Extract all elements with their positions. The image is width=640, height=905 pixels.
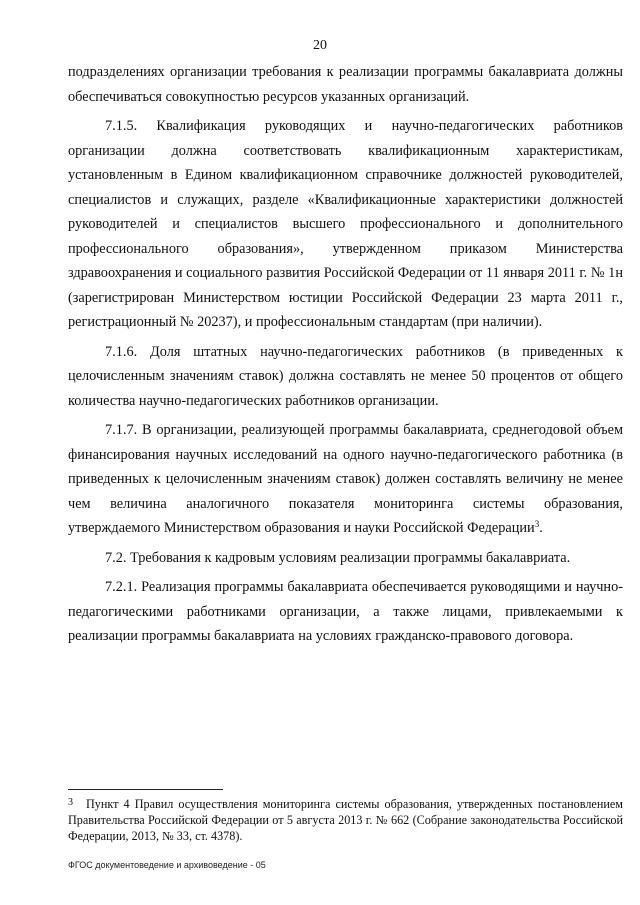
page-number: 20 (313, 38, 327, 53)
footer-label: ФГОС документоведение и архивоведение - 05 (68, 860, 266, 870)
footnote-text: Пункт 4 Правил осуществления мониторинга системы образования, утвержденных постановлением Правительства Российской Федерации от 5 августа 2013 г. № 662 (Собрание законодательства Российской Федерации, 2013, № 33, ст. 4378). (68, 797, 623, 843)
paragraph-end-period: . (539, 520, 543, 536)
paragraph-7-1-6: 7.1.6. Доля штатных научно-педагогических работников (в приведенных к целочисленным значениям ставок) должна составлять не менее 50 процентов от общего количества научно-педагогических работников организации. (68, 343, 623, 409)
footnote (68, 795, 623, 844)
footnote-reference: 3 (534, 519, 540, 529)
paragraph-7-1-7 (68, 418, 623, 541)
paragraph-continuation: подразделениях организации требования к реализации программы бакалавриата должны обеспечиваться совокупностью ресурсов указанных организаций. (68, 64, 623, 105)
footnote-number: 3 (68, 797, 73, 808)
paragraph-7-1-5: 7.1.5. Квалификация руководящих и научно-педагогических работников организации должна соответствовать квалификационным характеристикам, установленным в Едином квалификационном справочнике должностей руководителей, специалистов и служащих, разделе «Квалификационные характеристики должностей руководителей и специалистов высшего профессионального и дополнительного профессионального образования», утвержденном приказом Министерства здравоохранения и социального развития Российской Федерации от 11 января 2011 г. № 1н (зарегистрирован Министерством юстиции Российской Федерации 23 марта 2011 г., регистрационный № 20237), и профессиональным стандартам (при наличии). (68, 118, 623, 330)
paragraph-7-2: 7.2. Требования к кадровым условиям реализации программы бакалавриата. (105, 549, 571, 566)
paragraph-7-2-1: 7.2.1. Реализация программы бакалавриата обеспечивается руководящими и научно-педагогическими работниками организации, а также лицами, привлекаемыми к реализации программы бакалавриата на условиях гражданско-правового договора. (68, 579, 623, 644)
paragraph-7-1-7-text: 7.1.7. В организации, реализующей программы бакалавриата, среднегодовой объем финансирования научных исследований на одного научно-педагогического работника (в приведенных к целочисленным значениям ставок) должен составлять величину не менее чем величина аналогичного показателя мониторинга системы образования, утверждаемого Министерством образования и науки Российской Федерации (68, 422, 623, 536)
footnote-separator (68, 789, 223, 790)
body-text (68, 60, 623, 649)
